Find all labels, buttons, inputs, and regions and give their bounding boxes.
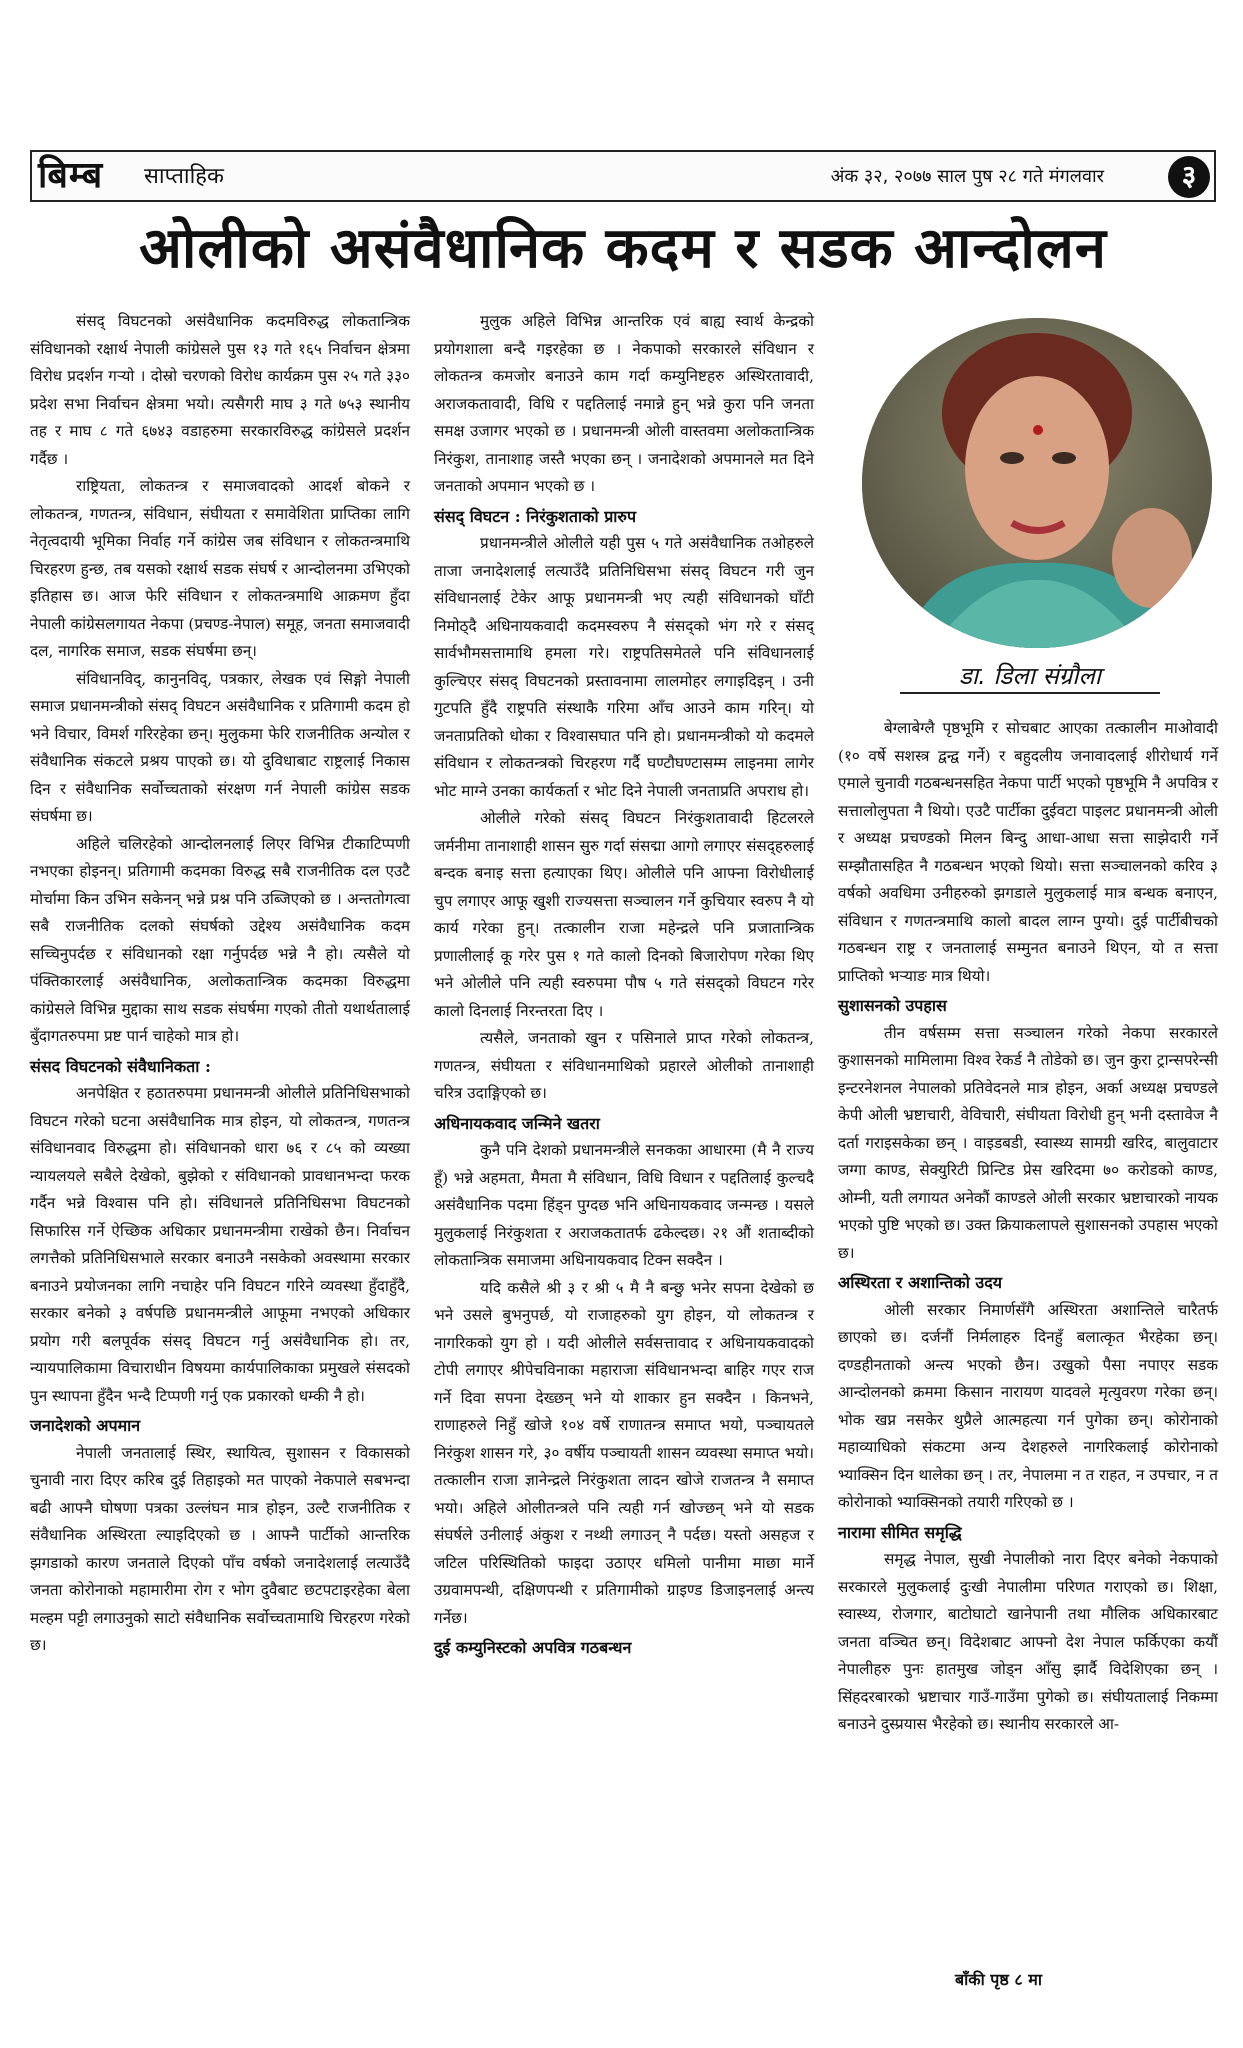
paragraph: संसद् विघटनको असंवैधानिक कदमविरुद्ध लोकतान्त्रिक संविधानको रक्षार्थ नेपाली कांग्रेसले पुस १३ गते १६५ निर्वाचन क्षेत्रमा विरोध प्रदर्शन गऱ्यो । दोस्रो चरणको विरोध कार्यक्रम पुस २५ गते ३३० प्रदेश सभा निर्वाचन क्षेत्रमा भयो। त्यसैगरी माघ ३ गते ७५३ स्थानीय तह र माघ ८ गते ६७४३ वडाहरुमा सरकारविरुद्ध कांग्रेसले प्रदर्शन गर्दैछ । <box>30 312 410 468</box>
article-headline: ओलीको असंवैधानिक कदम र सडक आन्दोलन <box>139 216 1107 281</box>
continued-on-page-note: बाँकी पृष्ठ ८ मा <box>955 1970 1042 1989</box>
section-heading: दुई कम्युनिस्टको अपवित्र गठबन्धन <box>434 1638 632 1657</box>
paragraph: अनपेक्षित र हठातरुपमा प्रधानमन्त्री ओलीले प्रतिनिधिसभाको विघटन गरेको घटना असंवैधानिक मात्र होइन, यो लोकतन्त्र, गणतन्त्र संविधानवाद विरुद्धमा हो। संविधानको धारा ७६ र ८५ को व्यख्या न्यायलयले सबैले देखेको, बुझेको र संविधानको प्रावधानभन्दा फरक गर्दैन भन्ने विश्वास पनि हो। संविधानले प्रतिनिधिसभा विघटनको सिफारिस गर्ने ऐच्छिक अधिकार प्रधानमन्त्रीमा राखेको छैन। निर्वाचन लगत्तैको प्रतिनिधिसभाले सरकार बनाउनै नसकेको अवस्थामा सरकार बनाउने प्रयोजनका लागि नचाहेर पनि विघटन गरिने व्यवस्था हुँदाहुँदै, सरकार बनेको ३ वर्षपछि प्रधानमन्त्रीले आफूमा नभएको अधिकार प्रयोग गरी बलपूर्वक संसद् विघटन गर्नु असंवैधानिक हो। तर, न्यायपालिकामा विचाराधीन विषयमा कार्यपालिकाका प्रमुखले संसदको पुन स्थापना हुँदैन भन्दै टिप्पणी गर्नु एक प्रकारको धम्की नै हो। <box>30 1084 410 1405</box>
masthead <box>30 150 1216 202</box>
paragraph: मुलुक अहिले विभिन्न आन्तरिक एवं बाह्य स्वार्थ केन्द्रको प्रयोगशाला बन्दै गइरहेका छ । नेकपाको सरकारले संविधान र लोकतन्त्र कमजोर बनाउने काम गर्दा कम्युनिष्टहरु अस्थिरतावादी, अराजकतावादी, विधि र पद्दतिलाई नमान्ने हुन् भन्ने कुरा पनि जनता समक्ष उजागर भएको छ । प्रधानमन्त्री ओली वास्तवमा अलोकतान्त्रिक निरंकुश, तानाशाह जस्तै भएका छन् । जनादेशको अपमानले मत दिने जनताको अपमान भएको छ । <box>434 312 814 495</box>
section-heading: सुशासनको उपहास <box>838 996 947 1015</box>
paragraph: यदि कसैले श्री ३ र श्री ५ मै नै बन्छु भनेर सपना देखेको छ भने उसले बुभनुपर्छ, यो राजाहरुको युग होइन, यो लोकतन्त्र र नागरिकको युग हो । यदी ओलीले सर्वसत्तावाद र अधिनायकवादको टोपी लगाएर श्रीपेचविनाका महाराजा संविधानभन्दा बाहिर गएर राज गर्ने दिवा सपना देख्छन् भने यो शाकार हुन सक्दैन । किनभने, राणाहरुले निहुँ खोजे १०४ वर्षे राणातन्त्र समाप्त भयो, पञ्चायतले निरंकुश शासन गरे, ३० वर्षीय पञ्चायती शासन व्यवस्था समाप्त भयो। तत्कालीन राजा ज्ञानेन्द्रले निरंकुशता लादन खोजे राजतन्त्र नै समाप्त भयो। अहिले ओलीतन्त्रले पनि त्यही गर्न खोज्छन् भने यो सडक संघर्षले उनीलाई अंकुश र नथ्थी लगाउन् नै पर्दछ। यस्तो असहज र जटिल परिस्थितिको फाइदा उठाएर धमिलो पानीमा माछा मार्ने उग्रवामपन्थी, दक्षिणपन्थी र प्रतिगामीको ग्राइण्ड डिजाइनलाई अन्त्य गर्नेछ। <box>434 1278 814 1627</box>
section-heading: संसद विघटनको संवैधानिकता : <box>30 1056 211 1076</box>
issue-date: अंक ३२, २०७७ साल पुष २८ गते मंगलवार <box>830 166 1104 187</box>
article-column-3 <box>838 715 1218 1739</box>
paragraph: अहिले चलिरहेको आन्दोलनलाई लिएर विभिन्न टीकाटिप्पणी नभएका होइनन्। प्रतिगामी कदमका विरुद्ध सबै राजनीतिक दल एउटै मोर्चामा किन उभिन सकेनन् भन्ने प्रश्न पनि उब्जिएको छ । अन्ततोगत्वा सबै राजनीतिक दलको संघर्षको उद्देश्य असंवैधानिक कदम सच्चिनुपर्दछ र संविधानको रक्षा गर्नुपर्दछ भन्ने नै हो। त्यसैले यो पंक्तिकारलाई असंवैधानिक, अलोकतान्त्रिक कदमका विरुद्धमा कांग्रेसले विभिन्न मुद्दाका साथ सडक संघर्षमा गएको तीतो यथार्थतालाई बुँदागतरुपमा प्रष्ट पार्न चाहेको मात्र हो। <box>30 834 410 1045</box>
paragraph: कुनै पनि देशको प्रधानमन्त्रीले सनकका आधारमा (मै नै राज्य हूँ) भन्ने अहमता, मैमता मै संविधान, विधि विधान र पद्दतिलाई कुल्चदै असंवैधानिक पदमा हिंड्न पुग्दछ भनि अधिनायकवाद जन्मन्छ । यसले मुलुकलाई निरंकुशता र अराजकतातर्फ ढकेल्दछ। २१ औं शताब्दीको लोकतान्त्रिक समाजमा अधिनायकवाद टिक्न सक्दैन । <box>434 1141 814 1269</box>
author-photo <box>862 318 1212 648</box>
article-column-1 <box>30 308 410 1660</box>
photo-caption: डा. डिला संग्रौला <box>900 660 1160 694</box>
page-number-badge: ३ <box>1168 156 1210 198</box>
paragraph: बेग्लाबेग्लै पृष्ठभूमि र सोचबाट आएका तत्कालीन माओवादी (१० वर्षे सशस्त्र द्वन्द्व गर्ने) र बहुदलीय जनावादलाई शीरोधार्य गर्ने एमाले चुनावी गठबन्धनसहित नेकपा पार्टी भएको पृष्ठभूमि नै अपवित्र र सत्तालोलुपता नै थियो। एउटै पार्टीका दुईवटा पाइलट प्रधानमन्त्री ओली र अध्यक्ष प्रचण्डको मिलन बिन्दु आधा-आधा सत्ता साझेदारी गर्ने सम्झौतासहित नै गठबन्धन भएको थियो। सत्ता सञ्चालनको करिव ३ वर्षको अवधिमा उनीहरुको झगडाले मुलुकलाई मात्र बन्धक बनाएन, संविधान र गणतन्त्रमाथि कालो बादल लाग्न पुग्यो। दुई पार्टीबीचको गठबन्धन राष्ट्र र जनतालाई सम्मुनत बनाउने थिएन, यो त सत्ता प्राप्तिको भऱ्याङ मात्र थियो। <box>838 719 1218 985</box>
author-portrait-illustration <box>862 318 1212 648</box>
article-column-2 <box>434 308 814 1662</box>
paragraph: समृद्ध नेपाल, सुखी नेपालीको नारा दिएर बनेको नेकपाको सरकारले मुलुकलाई दुःखी नेपालीमा परिणत गराएको छ। शिक्षा, स्वास्थ्य, रोजगार, बाटोघाटो खानेपानी तथा मौलिक अधिकारबाट जनता वञ्चित छन्। विदेशबाट आफ्नो देश नेपाल फर्किएका कयौं नेपालीहरु पुनः हातमुख जोड्न आँसु झार्दै विदेशिएका छन् । सिंहदरबारको भ्रष्टाचार गाउँ-गाउँमा पुगेको छ। संघीयतालाई निकम्मा बनाउने दुस्प्रयास भैरहेको छ। स्थानीय सरकारले आ- <box>838 1550 1218 1733</box>
paragraph: त्यसैले, जनताको खुन र पसिनाले प्राप्त गरेको लोकतन्त्र, गणतन्त्र, संघीयता र संविधानमाथिको प्रहारले ओलीको तानाशाही चरित्र उदाङ्गिएको छ। <box>434 1029 814 1102</box>
section-heading: संसद् विघटन : निरंकुशताको प्रारुप <box>434 506 637 526</box>
paragraph: ओलीले गरेको संसद् विघटन निरंकुशतावादी हिटलरले जर्मनीमा तानाशाही शासन सुरु गर्दा संसद्मा आगो लगाएर संसद्हरुलाई बन्दक बनाइ सत्ता हत्याएका थिए। ओलीले पनि आफ्ना विरोधीलाई चुप लगाएर आफू खुशी राज्यसत्ता सञ्चालन गर्ने कुचियार स्वरुप नै यो कार्य गरेका हुन्। तत्कालीन राजा महेन्द्रले पनि प्रजातान्त्रिक प्रणालीलाई कू गरेर पुस १ गते कालो दिनको बिजारोपण गरेका थिए भने ओलीले पनि त्यही स्वरुपमा पौष ५ गते संसद्को विघटन गरेर कालो दिनलाई निरन्तरता दिए । <box>434 809 814 1020</box>
section-heading: जनादेशको अपमान <box>30 1416 141 1435</box>
paragraph: संविधानविद्, कानुनविद्, पत्रकार, लेखक एवं सिङ्गो नेपाली समाज प्रधानमन्त्रीको संसद् विघटन असंवैधानिक र प्रतिगामी कदम हो भने विचार, विमर्श गरिरहेका छन्। मुलुकमा फेरि राजनीतिक अन्योल र संवैधानिक संकटले प्रश्रय पाएको छ। यो दुविधाबाट राष्ट्रलाई निकास दिन र संवैधानिक सर्वोच्चताको संरक्षण गर्न नेपाली कांग्रेस सडक संघर्षमा छ। <box>30 669 410 825</box>
section-heading: अधिनायकवाद जन्मिने खतरा <box>434 1113 600 1133</box>
paragraph: ओली सरकार निमार्णसँगै अस्थिरता अशान्तिले चारैतर्फ छाएको छ। दर्जनौं निर्मलाहरु दिनहुँ बलात्कृत भैरहेका छन्। दण्डहीनताको अन्त्य भएको छैन। उखुको पैसा नपाएर सडक आन्दोलनको क्रममा किसान नारायण यादवले मृत्युवरण गरेका छन्। भोक खप्न नसकेर थुप्रैले आत्महत्या गर्न पुगेका छन्। कोरोनाको महाव्याधिको संकटमा अन्य देशहरुले नागरिकलाई कोरोनाको भ्याक्सिन दिन थालेका छन् । तर, नेपालमा न त राहत, न उपचार, न त कोरोनाको भ्याक्सिनको तयारी गरिएको छ । <box>838 1300 1219 1511</box>
section-heading: अस्थिरता र अशान्तिको उदय <box>838 1273 1002 1292</box>
paragraph: प्रधानमन्त्रीले ओलीले यही पुस ५ गते असंवैधानिक तओहरुले ताजा जनादेशलाई लत्याउँदै प्रतिनिधिसभा संसद् विघटन गरी जुन संविधानलाई टेकेर आफू प्रधानमन्त्री भए त्यही संविधानको घाँटी निमोठ्दै अधिनायकवादी कदमस्वरुप नै संसद्को भंग गरे र संसद् सार्वभौमसत्तामाथि हमला गरे। राष्ट्रपतिसमेतले पनि संविधानलाई कुल्चिएर संसद् विघटनको प्रस्तावनामा लालमोहर लगाइदिइन् । उनी गुटपति हुँदै राष्ट्रपति संस्थाकै गरिमा आँच आउने काम गरिन्। यो जनताप्रतिको धोका र विश्वासघात पनि हो। प्रधानमन्त्रीको यो कदमले संविधान र लोकतन्त्रको चिरहरण गर्दै घण्टौघण्टासम्म लाइनमा लागेर भोट माग्ने उनका कार्यकर्ता र भोट दिने नेपाली जनताप्रति अपराध हो। <box>434 534 814 800</box>
publication-type: साप्ताहिक <box>144 164 224 189</box>
section-heading: नारामा सीमित समृद्धि <box>838 1522 962 1542</box>
paragraph: नेपाली जनतालाई स्थिर, स्थायित्व, सुशासन र विकासको चुनावी नारा दिएर करिब दुई तिहाइको मत पाएको नेकपाले सबभन्दा बढी आफ्नै घोषणा पत्रका उल्लंघन मात्र होइन, उल्टै राजनीतिक र संवैधानिक अस्थिरता ल्याइदिएको छ । आफ्नै पार्टीको आन्तरिक झगडाको कारण जनताले दिएको पाँच वर्षको जनादेशलाई लत्याउँदै जनता कोरोनाको महामारीमा रोग र भोग दुवैबाट छटपटाइरहेका बेला मल्हम पट्टी लगाउनुको साटो संवैधानिक सर्वोच्चतामाथि चिरहरण गरेको छ। <box>30 1443 410 1654</box>
paragraph: राष्ट्रियता, लोकतन्त्र र समाजवादको आदर्श बोकने र लोकतन्त्र, गणतन्त्र, संविधान, संघीयता र समावेशिता प्राप्तिका लागि नेतृत्वदायी भूमिका निर्वाह गर्ने कांग्रेस जब संविधान र लोकतन्त्रमाथि चिरहरण हुन्छ, तब यसको रक्षार्थ सडक संघर्ष र आन्दोलनमा उभिएको इतिहास छ। आज फेरि संविधान र लोकतन्त्रमाथि आक्रमण हुँदा नेपाली कांग्रेसलगायत नेकपा (प्रचण्ड-नेपाल) समूह, जनता समाजवादी दल, नागरिक समाज, सडक संघर्षमा छन्। <box>30 477 410 660</box>
brand-logo: बिम्ब <box>38 155 104 196</box>
paragraph: तीन वर्षसम्म सत्ता सञ्चालन गरेको नेकपा सरकारले कुशासनको मामिलामा विश्व रेकर्ड नै तोडेको छ। जुन कुरा ट्रान्सपरेन्सी इन्टरनेशनल नेपालको प्रतिवेदनले मात्र होइन, अर्का अध्यक्ष प्रचण्डले केपी ओली भ्रष्टाचारी, वेविचारी, संघीयता विरोधी हुन् भनी दस्तावेज नै दर्ता गराइसकेका छन् । वाइडबडी, स्वास्थ्य सामग्री खरिद, बालुवाटार जग्गा काण्ड, सेक्युरिटी प्रिन्टिड प्रेस खरिदमा ७० करोडको काण्ड, ओम्नी, यती लगायत अनेकौं काण्डले ओली सरकार भ्रष्टाचारको नायक भएको पुष्टि भएको छ। उक्त क्रियाकलापले सुशासनको उपहास भएको छ। <box>838 1023 1218 1262</box>
